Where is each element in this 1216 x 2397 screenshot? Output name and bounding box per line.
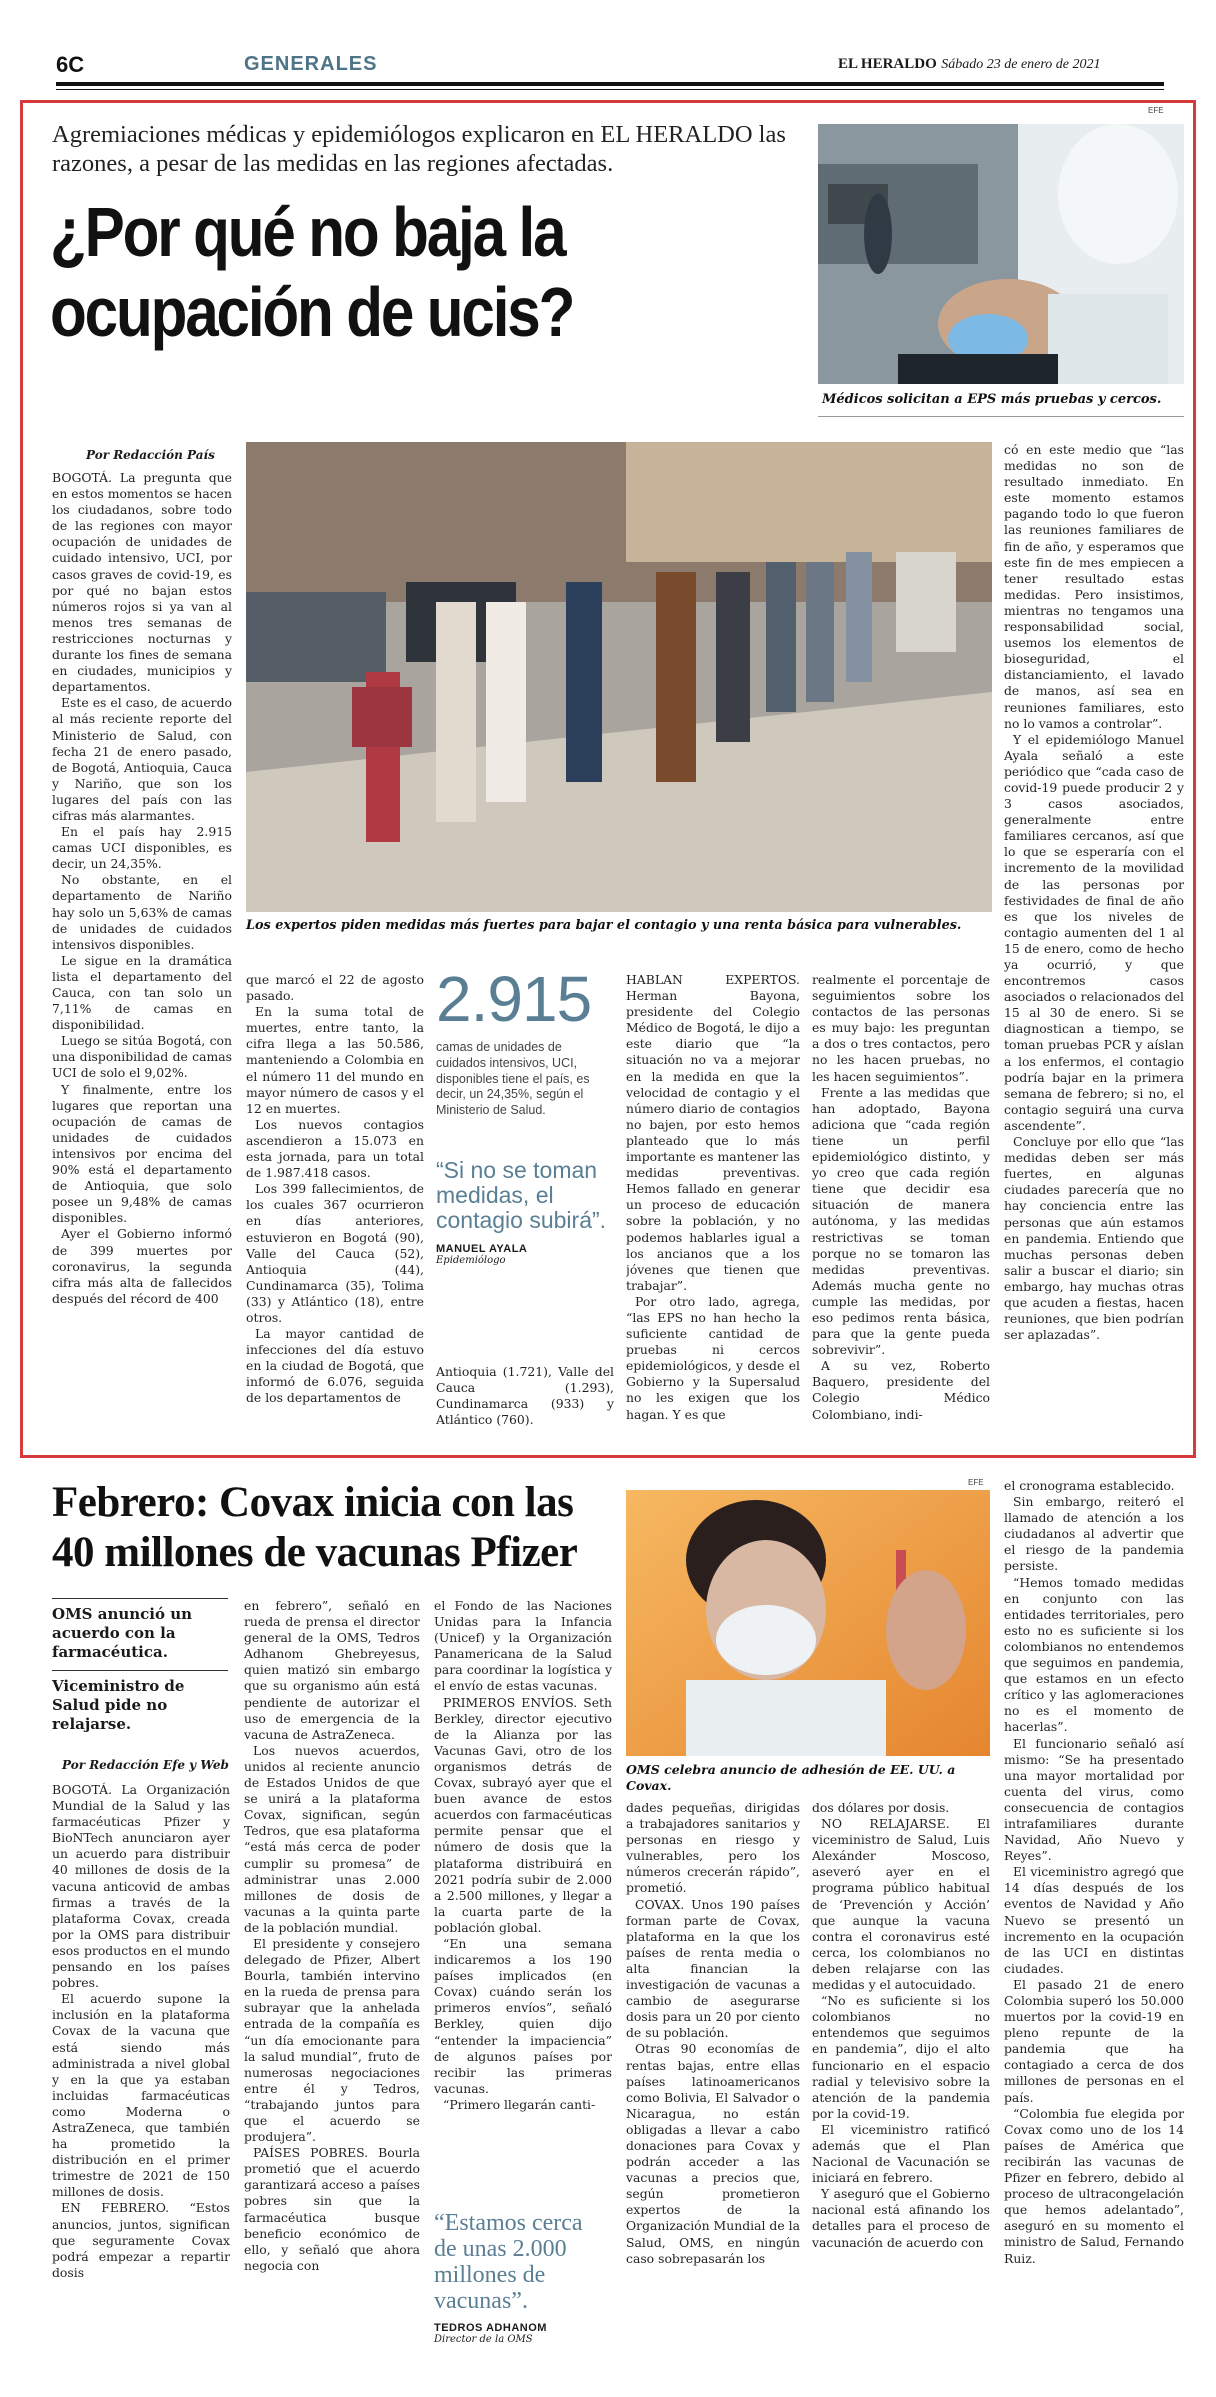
story2-c6-p3: “Hemos tomado medidas en conjunto con las entidades territoriales, pero esto no es suficiente si los colombianos no entendemos que seguimos en pandemia, que estamos en un efecto crítico y las aglomeraciones no es el momento de hacerlas”. <box>1004 1574 1184 1735</box>
story1-column-3-tail <box>436 1364 614 1430</box>
story1-c6-p3: Concluye por ello que “las medidas deben ser más fuertes, en algunas ciudades parecería que no hay conciencia entre las personas que aún estamos en pandemia. Entiendo que muchas personas deben salir a buscar el diario; sin embargo, hay muchas otras que acuden a fiestas, hacen reuniones, que bien podrían ser aplazadas”. <box>1004 1134 1184 1343</box>
story2-c5-p1: dos dólares por dosis. <box>812 1800 950 1815</box>
story1-c1-p8: Ayer el Gobierno informó de 399 muertes por coronavirus, la segunda cifra más alta de fallecidos después del récord de 400 <box>52 1226 232 1306</box>
story1-column-4 <box>626 972 800 1432</box>
story2-c6-p4: El funcionario señaló así mismo: “Se ha presentado una mayor mortalidad por cuenta del virus, como consecuencia de contagios intrafamiliares durante Navidad, Año Nuevo y Reyes”. <box>1004 1735 1184 1864</box>
story2-c2-p4: PAÍSES POBRES. Bourla prometió que el acuerdo garantizará acceso a países pobres sin que la farmacéutica busque beneficio económico de ello, y señaló que ahora negocia con <box>244 2145 420 2273</box>
quote-2-role: Director de la OMS <box>434 2334 533 2345</box>
story2-c5-p5: Y aseguró que el Gobierno nacional está afinando los detalles para el proceso de vacunación de acuerdo con <box>812 2186 990 2250</box>
story2-column-1 <box>52 1782 230 2382</box>
story1-column-6 <box>1004 442 1184 1432</box>
street-queue-illustration <box>246 442 992 912</box>
story1-headline-line1: ¿Por qué no baja la <box>50 193 565 271</box>
story1-c2-p3: Los nuevos contagios ascendieron a 15.073 en esta jornada, para un total de 1.987.418 casos. <box>246 1116 424 1181</box>
story1-byline: Por Redacción País <box>86 448 215 462</box>
story2-c6-p5: El viceministro agregó que 14 días después de los eventos de Navidad y Año Nuevo se presentó un incremento en la ocupación de las UCI en distintas ciudades. <box>1004 1864 1184 1976</box>
story1-c3-p1: Antioquia (1.721), Valle del Cauca (1.293), Cundinamarca (933) y Atlántico (760). <box>436 1364 614 1428</box>
summary-2: Viceministro de Salud pide no relajarse. <box>52 1677 185 1733</box>
story1-c2-p1: que marcó el 22 de agosto pasado. <box>246 972 424 1004</box>
story1-c1-p2: Este es el caso, de acuerdo al más reciente reporte del Ministerio de Salud, con fecha 21 de enero pasado, de Bogotá, Antioquia, Cauca y Nariño, que son los lugares del país con las cifras más alarmantes. <box>52 695 232 823</box>
story2-c6-p2: Sin embargo, reiteró el llamado de atención a los ciudadanos al advertir que el riesgo de la pandemia persiste. <box>1004 1494 1184 1574</box>
quote-1-role: Epidemiólogo <box>436 1255 506 1266</box>
story2-c3-p3: “En una semana indicaremos a los 190 países implicados (en Covax) cuándo serán los primeros envíos”, señaló Berkley, quien dijo “entender la impaciencia” de algunos países por recibir las primeras vacunas. <box>434 1935 612 2096</box>
story2-c3-p1: el Fondo de las Naciones Unidas para la Infancia (Unicef) y la Organización Panamericana de la Salud para coordinar la logística y el envío de estas vacunas. <box>434 1598 612 1694</box>
story1-c1-p6: Luego se sitúa Bogotá, con una disponibilidad de camas UCI de solo el 9,02%. <box>52 1033 232 1081</box>
story1-c4-p2: Por otro lado, agrega, “las EPS no han hecho la suficiente cantidad de pruebas ni cercos epidemiológicos, y desde el Gobierno y la Supersalud no les exigen que los hagan. Y es que <box>626 1293 800 1422</box>
page-number: 6C <box>56 52 85 77</box>
story2-c4-p1: dades pequeñas, dirigidas a trabajadores sanitarios y personas en riesgo y vulnerables, pero los números crecerán rápido”, prometió. <box>626 1800 800 1896</box>
story1-column-1 <box>52 470 232 1430</box>
story1-column-5 <box>812 972 990 1432</box>
story1-c6-p2: Y el epidemiólogo Manuel Ayala señaló a este periódico que “cada caso de covid-19 puede producir 2 y 3 casos asociados, generalmente entre familiares cercanos, así que lo que se esperaría con el incremento de la movilidad de las personas por festividades de final de año es que los niveles de contagio aumenten del 1 al 15 de enero, como de hecho ya ocurrió, y que encontremos casos asociados o relacionados del 15 al 30 de enero. Si se diagnostican a tiempo, se toman pruebas PCR y aíslan a los enfermos, el contagio podría bajar en la primera semana de febrero; si no, el contagio seguirá una curva ascendente”. <box>1004 731 1184 1133</box>
story1-kicker: Agremiaciones médicas y epidemiólogos explicaron en EL HERALDO las razones, a pesar de las medidas en las regiones afectadas. <box>52 121 786 177</box>
story2-byline: Por Redacción Efe y Web <box>62 1758 229 1772</box>
story2-c4-p3: Otras 90 economías de rentas bajas, entre ellas países latinoamericanos como Bolivia, El Salvador o Nicaragua, no están obligadas a llevar a cabo donaciones para Covax y podrán acceder a las vacunas a precios que, según prometieron expertos de la Organización Mundial de la Salud, OMS, en ningún caso sobrepasarán los <box>626 2041 800 2266</box>
story2-c5-p3: “No es suficiente si los colombianos no entendemos que seguimos en pandemia”, dijo el alto funcionario en el espacio radial y televisivo sobre la atención de la pandemia por la covid-19. <box>812 1993 990 2121</box>
story2-headline <box>52 1478 672 1578</box>
story2-column-2 <box>244 1598 420 2382</box>
story1-column-2 <box>246 972 424 1432</box>
medical-test-illustration <box>818 124 1184 384</box>
paper-name: EL HERALDO <box>838 56 937 72</box>
header-rule <box>56 82 1164 86</box>
quote-2 <box>434 2210 610 2345</box>
quote-2-name: TEDROS ADHANOM <box>434 2322 547 2334</box>
top-photo-credit: EFE <box>1148 106 1164 115</box>
story2-c1-p3: EN FEBRERO. “Estos anuncios, juntos, significan que seguramente Covax podrá empezar a repartir dosis <box>52 2200 230 2280</box>
story1-c2-p2: En la suma total de muertes, entre tanto, la cifra llega a las 50.586, manteniendo a Colombia en el número 11 del mundo en mayor número de casos y el 12 en muertes. <box>246 1004 424 1116</box>
story1-c1-p1: BOGOTÁ. La pregunta que en estos momentos se hacen los ciudadanos, sobre todo de las regiones con mayor ocupación de unidades de cuidado intensivo, UCI, por casos graves de covid-19, es por qué no bajan estos números rojos si ya van al menos tres semanas de restricciones nocturnas y durante los fines de semana en ciudades, municipios y departamentos. <box>52 470 232 695</box>
story1-c5-p3: A su vez, Roberto Baquero, presidente del Colegio Médico Colombiano, indi- <box>812 1358 990 1422</box>
story2-c3-p4: “Primero llegarán canti- <box>443 2096 596 2112</box>
story1-c1-p5: Le sigue en la dramática lista el departamento del Cauca, con tan solo un 7,11% de camas en disponibilidad. <box>52 952 232 1033</box>
masthead-date <box>838 56 1101 73</box>
story2-photo-credit: EFE <box>968 1478 984 1487</box>
summary-1: OMS anunció un acuerdo con la farmacéutica. <box>52 1605 193 1661</box>
story2-headline-line1: Febrero: Covax inicia con las <box>52 1479 574 1526</box>
vaccine-nurse-illustration <box>626 1490 990 1756</box>
story1-c5-p1: realmente el porcentaje de seguimientos sobre los contactos de las personas es muy bajo: les preguntan a dos o tres contactos, pero no les hacen pruebas, no les hacen seguimientos”. <box>812 972 990 1084</box>
section-name: GENERALES <box>244 53 378 75</box>
story1-c2-p4: Los 399 fallecimientos, de los cuales 367 ocurrieron en días anteriores, estuvieron en Bogotá (90), Valle del Cauca (52), Antioquia (44), Cundinamarca (35), Tolima (33) y Atlántico (18), entre otros. <box>246 1181 424 1325</box>
summary-box <box>52 1598 228 1734</box>
story1-c1-p7: Y finalmente, entre los lugares que reportan una ocupación de camas de unidades de cuidados intensivos por encima del 90% está el departamento de Antioquia, que solo posee un 9,48% de camas disponibles. <box>52 1081 232 1226</box>
story1-c5-p2: Frente a las medidas que han adoptado, Bayona adiciona que “cada región tiene un perfil epidemiológico distinto, y yo creo que cada región tiene que decidir esa situación de manera autónoma, y las medidas restrictivas se toman porque no se tomaron las medidas preventivas. Además mucha gente no cumple las medidas, por eso pedimos renta básica, para que la gente pueda sobrevivir”. <box>812 1084 990 1358</box>
top-photo-caption: Médicos solicitan a EPS más pruebas y cercos. <box>822 392 1162 407</box>
issue-date: Sábado 23 de enero de 2021 <box>941 57 1101 72</box>
story2-c5-p4: El viceministro ratificó además que el Plan Nacional de Vacunación se iniciará en febrero. <box>812 2121 990 2186</box>
story2-c6-p6: El pasado 21 de enero Colombia superó los 50.000 muertos por la covid-19 en pleno repunte de la pandemia que ha contagiado a cerca de dos millones de personas en el país. <box>1004 1976 1184 2105</box>
story2-column-5 <box>812 1800 990 2382</box>
street-queue-photo <box>246 442 992 912</box>
story2-c6-p1: el cronograma establecido. <box>1004 1478 1175 1493</box>
quote-2-text: “Estamos cerca de unas 2.000 millones de vacunas”. <box>434 2210 583 2314</box>
story2-headline-line2: 40 millones de vacunas Pfizer <box>52 1529 578 1576</box>
top-photo-caption-rule <box>818 416 1184 417</box>
stat-number: 2.915 <box>436 963 592 1035</box>
stat-description: camas de unidades de cuidados intensivos, UCI, disponibles tiene el país, es decir, un 24,35%, según el Ministerio de Salud. <box>436 1040 590 1118</box>
quote-1 <box>436 1158 612 1266</box>
story1-c1-p3: En el país hay 2.915 camas UCI disponibles, es decir, un 24,35%. <box>52 824 232 872</box>
story2-c4-p2: COVAX. Unos 190 países forman parte de Covax, plataforma en la que los países de renta media o alta financian la investigación de vacunas a cambio de asegurarse dosis para un 20 por ciento de su población. <box>626 1896 800 2041</box>
story1-c4-p1: HABLAN EXPERTOS. Herman Bayona, presidente del Colegio Médico de Bogotá, le dijo a este diario que “la situación no va a mejorar en la medida en que la velocidad de contagio y el número diario de contagios no bajen, por esto hemos planteado que lo más importante es mantener las medidas preventivas. Hemos fallado en generar un proceso de educación sobre la población, y no podemos hablarles igual a los ancianos que a los jóvenes que tienen que trabajar”. <box>626 972 800 1293</box>
story2-c2-p1: en febrero”, señaló en rueda de prensa el director general de la OMS, Tedros Adhanom Ghebreyesus, quien matizó sin embargo que su organismo aún está pendiente de autorizar el uso de emergencia de la vacuna de AstraZeneca. <box>244 1598 420 1742</box>
story2-c2-p3: El presidente y consejero delegado de Pfizer, Albert Bourla, también intervino en la rueda de prensa para subrayar que la anhelada entrada de la compañía es “un día emocionante para la salud mundial”, fruto de numerosas negociaciones entre él y Tedros, “trabajando juntos para que el acuerdo se produjera”. <box>244 1935 420 2145</box>
story2-column-6 <box>1004 1478 1184 2382</box>
story2-c5-p2: NO RELAJARSE. El viceministro de Salud, Luis Alexánder Moscoso, aseveró ayer en el programa público habitual de ‘Prevención y Acción’ que aunque la vacuna contra el coronavirus esté cerca, los colombianos no deben relajarse con las medidas y el autocuidado. <box>812 1816 990 1993</box>
story1-c1-p4: No obstante, en el departamento de Nariño hay solo un 5,63% de camas de unidades de cuidados intensivos disponibles. <box>52 872 232 952</box>
medical-test-photo <box>818 124 1184 384</box>
story1-headline-line2: ocupación de ucis? <box>50 273 574 351</box>
header-rule-thin <box>56 89 1164 90</box>
story1-c6-p1: có en este medio que “las medidas no son de resultado inmediato. En este momento estamos pagando todo lo que fueron las reuniones familiares de fin de año, y esperamos que este fin de mes empiecen a tener resultado estas medidas. Pero insistimos, mientras no tengamos una responsabilidad social, usemos los elementos de bioseguridad, el distanciamiento, el lavado de manos, así sea en reuniones familiares, esto no lo vamos a controlar”. <box>1004 442 1184 731</box>
story2-c2-p2: Los nuevos acuerdos, unidos al reciente anuncio de Estados Unidos de que se unirá a la plataforma Covax, significan, según Tedros, que esa plataforma “está más cerca de poder cumplir su promesa” de administrar unas 2.000 millones de dosis de vacunas a la quinta parte de la población mundial. <box>244 1742 420 1935</box>
quote-1-text: “Si no se toman medidas, el contagio subirá”. <box>436 1157 607 1233</box>
quote-1-name: MANUEL AYALA <box>436 1243 528 1255</box>
story2-c3-p2: PRIMEROS ENVÍOS. Seth Berkley, director ejecutivo de la Alianza por las Vacunas Gavi, otro de los organismos detrás de Covax, subrayó ayer que el buen avance de estos acuerdos con farmacéuticas permite pensar que el número de dosis que la plataforma distribuirá en 2021 podría subir de 2.000 a 2.500 millones, y llegar a la cuarta parte de la población global. <box>434 1694 612 1935</box>
main-photo-caption: Los expertos piden medidas más fuertes para bajar el contagio y una renta básica para vulnerables. <box>246 918 962 933</box>
story2-c1-p2: El acuerdo supone la inclusión en la plataforma Covax de la vacuna que está siendo más administrada a nivel global y en la que ya estaban incluidas farmacéuticas como Moderna o AstraZeneca, que también ha prometido la distribución en el primer trimestre de 2021 de 150 millones de dosis. <box>52 1991 230 2200</box>
story2-column-3 <box>434 1598 612 2164</box>
summary-rule-1 <box>52 1598 228 1599</box>
story2-c1-p1: BOGOTÁ. La Organización Mundial de la Salud y las farmacéuticas Pfizer y BioNTech anunciaron ayer un acuerdo para distribuir 40 millones de dosis de la vacuna anticovid de ambas firmas a través de la plataforma Covax, creada por la OMS para distribuir esos productos en el mundo pensando en los países pobres. <box>52 1782 230 1991</box>
story1-headline <box>50 192 721 352</box>
story2-photo-caption: OMS celebra anuncio de adhesión de EE. UU. a Covax. <box>626 1762 956 1793</box>
story2-c6-p7: “Colombia fue elegida por Covax como uno de los 14 países de América que recibirán las vacunas de Pfizer en febrero, debido al proceso de ultracongelación que hemos adelantado”, aseguró en su momento el ministro de Salud, Fernando Ruiz. <box>1004 2105 1184 2266</box>
story1-c2-p5: La mayor cantidad de infecciones del día estuvo en la ciudad de Bogotá, que informó de 6.076, seguida de los departamentos de <box>246 1326 424 1406</box>
vaccine-nurse-photo <box>626 1490 990 1756</box>
summary-rule-2 <box>52 1670 228 1671</box>
story2-column-4 <box>626 1800 800 2382</box>
